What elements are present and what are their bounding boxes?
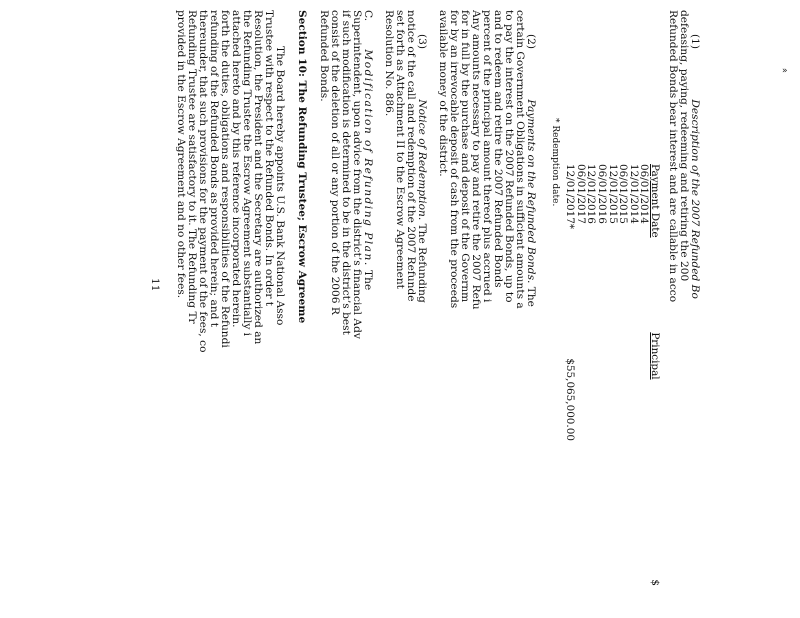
- item1-num: (1): [689, 34, 701, 50]
- item2-line-6: for by an irrevocable deposit of cash from the proceeds: [448, 10, 460, 309]
- itemC-line-2: consist of the deletion of all or any portion of the 2006 R: [329, 10, 341, 315]
- section10-line-9: provided in the Escrow Agreement and no other fees.: [175, 10, 187, 299]
- row-date: 12/01/2017*: [564, 164, 577, 230]
- item1-line-1: Refunded Bonds bear interest and are callable in acco: [667, 10, 679, 303]
- item2-line-5: for in full by the purchase and deposit of the Governm: [459, 10, 471, 303]
- table-row: [618, 160, 629, 590]
- schedule-header-row: [649, 160, 660, 590]
- item3-heading-line: [416, 10, 427, 303]
- section10-line-1: Trustee with respect to the Refunded Bonds. In order t: [263, 10, 275, 307]
- section10-title: Section 10: The Refunding Trustee; Escrow Agreeme: [296, 10, 308, 324]
- rotated-page-content: [140, 10, 700, 590]
- row-date: 06/01/2014: [638, 164, 651, 224]
- table-row: [565, 160, 576, 590]
- item2-heading: Payments on the Refunded Bonds.: [525, 99, 537, 284]
- section10-line-6: refunding of the Refunded Bonds as provided herein; and t: [208, 10, 220, 328]
- item2-heading-tail: The: [525, 283, 537, 307]
- item2-line-7: available money of the district.: [437, 10, 449, 177]
- schedule-table: [565, 160, 660, 590]
- itemC-line-3: Refunded Bonds.: [318, 10, 330, 102]
- table-row: [596, 160, 607, 590]
- itemC-heading-tail: The: [362, 266, 374, 291]
- schedule-footnote: * Redemption date.: [550, 118, 560, 207]
- section10-line-8: Refunding Trustee are satisfactory to it. The Refunding Tr: [186, 10, 198, 324]
- table-row: [639, 160, 650, 590]
- row-date: 12/01/2015: [606, 164, 619, 224]
- itemC-line-1: if such modification is determined to be in the district’s best: [340, 10, 352, 335]
- item2-heading-line: [525, 10, 536, 307]
- item2-line-4: Any amounts necessary to pay and retire the 2007 Refu: [470, 10, 482, 310]
- item3-line-0: notice of the call and redemption of the 2007 Refunde: [405, 10, 417, 302]
- row-principal: [639, 328, 650, 445]
- itemC-num: C.: [362, 10, 374, 22]
- section10-line-4: attached hereto and by this reference incorporated herein.: [230, 10, 242, 328]
- row-date: 06/01/2016: [596, 164, 609, 224]
- col-payment-date: Payment Date: [649, 164, 661, 238]
- row-principal: [618, 328, 629, 445]
- row-principal: [586, 328, 597, 445]
- edge-mark: $: [649, 579, 661, 586]
- table-row: [607, 160, 618, 590]
- page-number: 11: [149, 278, 161, 292]
- item2-line-0: certain Government Obligations in sufficient amounts a: [514, 10, 526, 309]
- item3-num: (3): [416, 34, 428, 50]
- table-row: [628, 160, 639, 590]
- item2-line-1: to pay the interest on the 2007 Refunded Bonds, up to: [503, 10, 515, 303]
- item3-line-2: Resolution No. 886.: [383, 10, 395, 117]
- itemC-heading-line: [362, 10, 373, 290]
- row-principal: $55,065,000.00: [564, 358, 577, 441]
- margin-mark: »: [782, 66, 788, 76]
- item1-heading: Description of the 2007 Refunded Bo: [689, 99, 701, 299]
- table-row: [575, 160, 586, 590]
- item2-line-2: and to redeem and retire the 2007 Refunded Bonds: [492, 10, 504, 288]
- row-principal: [607, 328, 618, 445]
- row-principal: [596, 328, 607, 445]
- item3-heading-tail: The Refunding: [416, 220, 428, 303]
- item1-line-0: defeasing, paying, redeeming and retiring the 200: [678, 10, 690, 282]
- section10-line-0: The Board hereby appoints U.S. Bank National Asso: [274, 46, 286, 326]
- row-date: 06/01/2015: [617, 164, 630, 224]
- item2-line-3: percent of the principal amount thereof plus accrued i: [481, 10, 493, 303]
- col-principal: Principal: [649, 332, 661, 380]
- row-principal: [628, 328, 639, 445]
- section10-line-7: thereunder, that such provisions for the payment of the fees, co: [197, 10, 209, 353]
- row-date: 12/01/2014: [627, 164, 640, 224]
- item1-heading-line: [689, 10, 700, 299]
- table-row: [586, 160, 597, 590]
- section10-line-5: forth the duties, obligations and responsibilities of the Refundi: [219, 10, 231, 348]
- itemC-line-0: Superintendent, upon advice from the district’s financial Adv: [351, 10, 363, 339]
- row-date: 12/01/2016: [585, 164, 598, 224]
- section10-line-3: the Refunding Trustee the Escrow Agreement substantially i: [241, 10, 253, 337]
- item3-line-1: set forth as Attachment II to the Escrow Agreement: [394, 10, 406, 289]
- item2-num: (2): [525, 34, 537, 50]
- itemC-heading: Modification of Refunding Plan.: [362, 49, 374, 267]
- row-principal: [575, 328, 586, 445]
- row-date: 06/01/2017: [574, 164, 587, 224]
- item3-heading: Notice of Redemption.: [416, 99, 428, 221]
- section10-line-2: Resolution, the President and the Secretary are authorized an: [252, 10, 264, 345]
